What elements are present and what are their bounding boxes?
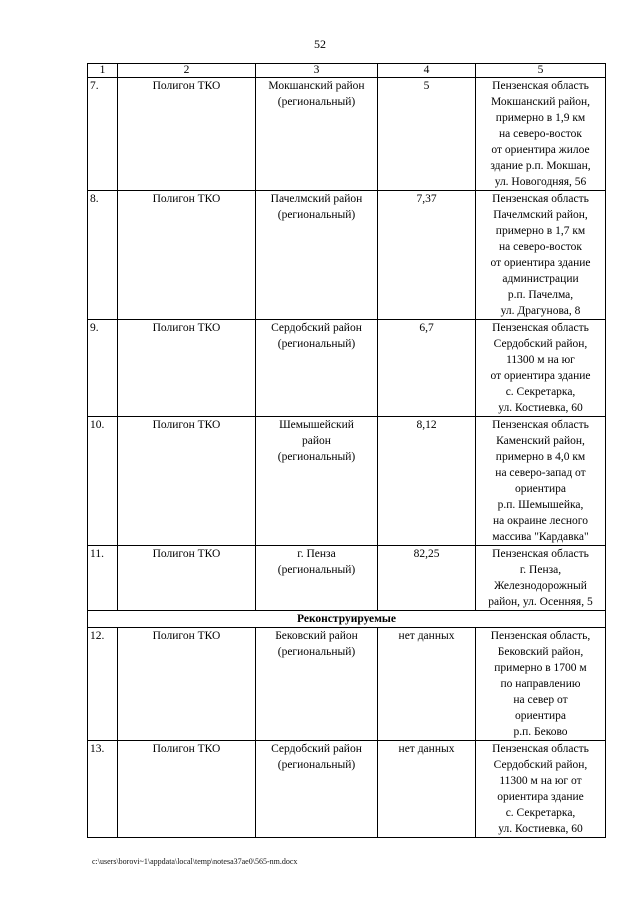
cell-line: на северо-запад от [495, 467, 586, 479]
cell-line: Сердобский район, [493, 338, 588, 350]
cell-line: на северо-восток [499, 128, 582, 140]
row-number: 11. [88, 546, 118, 611]
cell-line: (региональный) [277, 96, 356, 108]
facility-type: Полигон ТКО [118, 78, 256, 191]
table-row [88, 417, 606, 546]
cell-line: 11300 м на юг от [499, 775, 582, 787]
table-row [88, 741, 606, 838]
column-header: 5 [476, 64, 606, 78]
district-cell [256, 320, 378, 417]
cell-line: Сердобский район [271, 743, 362, 755]
facility-type: Полигон ТКО [118, 417, 256, 546]
district-cell [256, 546, 378, 611]
location-cell [476, 191, 606, 320]
row-number: 10. [88, 417, 118, 546]
row-number: 7. [88, 78, 118, 191]
district-cell [256, 628, 378, 741]
cell-line: примерно в 1,9 км [495, 112, 586, 124]
cell-line: Мокшанский район [268, 80, 365, 92]
cell-line: примерно в 1700 м [494, 662, 587, 674]
table-row [88, 546, 606, 611]
cell-line: Пачелмский район, [493, 209, 588, 221]
cell-line: Каменский район, [496, 435, 585, 447]
cell-line: по направлению [500, 678, 581, 690]
cell-line: на северо-восток [499, 241, 582, 253]
cell-line: ул. Новогодняя, 56 [494, 176, 587, 188]
facility-type: Полигон ТКО [118, 741, 256, 838]
cell-line: здание р.п. Мокшан, [490, 160, 591, 172]
cell-line: (региональный) [277, 338, 356, 350]
cell-line: Бековский район, [497, 646, 584, 658]
cell-line: (региональный) [277, 646, 356, 658]
column-header: 1 [88, 64, 118, 78]
cell-line: ориентира [515, 710, 566, 722]
cell-line: г. Пенза, [519, 564, 562, 576]
cell-line: р.п. Беково [513, 726, 568, 738]
cell-line: Железнодорожный [494, 580, 587, 592]
table-row [88, 320, 606, 417]
column-header: 2 [118, 64, 256, 78]
page-number: 52 [314, 37, 326, 51]
cell-line: администрации [502, 273, 579, 285]
cell-line: примерно в 4,0 км [495, 451, 586, 463]
value-cell: 8,12 [378, 417, 476, 546]
cell-line: Пензенская область [492, 322, 589, 334]
section-row [88, 611, 606, 628]
value-cell: нет данных [378, 741, 476, 838]
cell-line: Пензенская область [492, 193, 589, 205]
value-cell: 6,7 [378, 320, 476, 417]
cell-line: (региональный) [277, 451, 356, 463]
column-header: 3 [256, 64, 378, 78]
cell-line: ул. Драгунова, 8 [500, 305, 581, 317]
cell-line: ул. Костиевка, 60 [498, 823, 583, 835]
district-cell [256, 78, 378, 191]
location-cell [476, 78, 606, 191]
location-cell [476, 628, 606, 741]
cell-line: 11300 м на юг [506, 354, 575, 366]
table-row [88, 78, 606, 191]
cell-line: с. Секретарка, [505, 807, 576, 819]
cell-line: Пензенская область [492, 743, 589, 755]
cell-line: г. Пенза [297, 548, 336, 560]
cell-line: от ориентира здание [490, 370, 591, 382]
cell-line: Пензенская область [492, 80, 589, 92]
cell-line: Пензенская область, [490, 630, 591, 642]
district-cell [256, 417, 378, 546]
facility-type: Полигон ТКО [118, 320, 256, 417]
cell-line: от ориентира жилое [491, 144, 590, 156]
facility-type: Полигон ТКО [118, 191, 256, 320]
cell-line: массива "Кардавка" [492, 531, 589, 543]
row-number: 9. [88, 320, 118, 417]
value-cell: 7,37 [378, 191, 476, 320]
cell-line: (региональный) [277, 759, 356, 771]
cell-line: р.п. Пачелма, [507, 289, 574, 301]
location-cell [476, 546, 606, 611]
facility-type: Полигон ТКО [118, 628, 256, 741]
table-row [88, 191, 606, 320]
location-cell [476, 741, 606, 838]
cell-line: Сердобский район, [493, 759, 588, 771]
row-number: 12. [88, 628, 118, 741]
column-header: 4 [378, 64, 476, 78]
cell-line: Мокшанский район, [490, 96, 591, 108]
table-row [88, 628, 606, 741]
table-header-row [88, 64, 606, 78]
row-number: 8. [88, 191, 118, 320]
cell-line: от ориентира здание [490, 257, 591, 269]
cell-line: район, ул. Осенняя, 5 [488, 596, 593, 608]
cell-line: район [302, 435, 331, 447]
value-cell: 5 [378, 78, 476, 191]
cell-line: Бековский район [275, 630, 358, 642]
cell-line: на окраине лесного [493, 515, 588, 527]
cell-line: ориентира здание [497, 791, 584, 803]
cell-line: Шемышейский [279, 419, 354, 431]
value-cell: 82,25 [378, 546, 476, 611]
cell-line: Сердобский район [271, 322, 362, 334]
cell-line: примерно в 1,7 км [495, 225, 586, 237]
cell-line: р.п. Шемышейка, [497, 499, 584, 511]
footer-file-path: c:\users\borovi~1\appdata\local\temp\notesa37ae0\565-nm.docx [92, 857, 298, 866]
value-cell: нет данных [378, 628, 476, 741]
table-body [88, 64, 606, 838]
district-cell [256, 191, 378, 320]
location-cell [476, 320, 606, 417]
cell-line: Пензенская область [492, 548, 589, 560]
cell-line: с. Секретарка, [505, 386, 576, 398]
landfill-table [87, 63, 606, 838]
row-number: 13. [88, 741, 118, 838]
cell-line: на север от [513, 694, 568, 706]
cell-line: (региональный) [277, 209, 356, 221]
cell-line: Пачелмский район [270, 193, 363, 205]
cell-line: ориентира [515, 483, 566, 495]
cell-line: Пензенская область [492, 419, 589, 431]
district-cell [256, 741, 378, 838]
cell-line: (региональный) [277, 564, 356, 576]
cell-line: ул. Костиевка, 60 [498, 402, 583, 414]
location-cell [476, 417, 606, 546]
facility-type: Полигон ТКО [118, 546, 256, 611]
section-title: Реконструируемые [88, 611, 606, 628]
